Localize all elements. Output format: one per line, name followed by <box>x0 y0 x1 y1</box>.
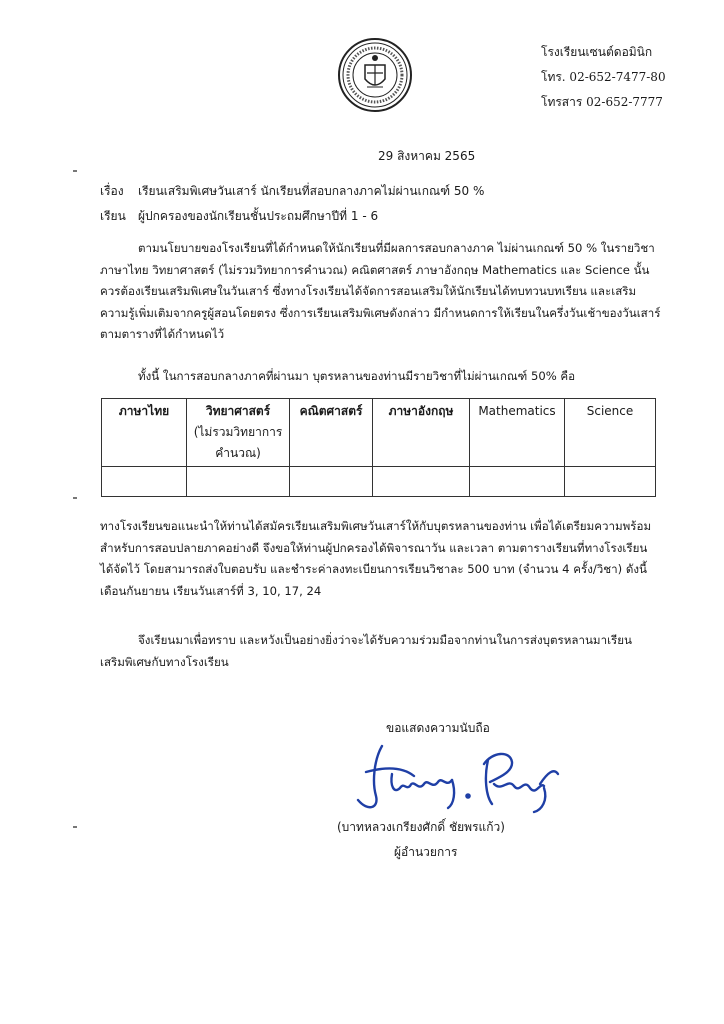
paragraph-line: ได้จัดไว้ โดยสามารถส่งใบตอบรับ และชำระค่าลงทะเบียนการเรียนวิชาละ 500 บาท (จำนวน 4 ครั้ง/วิชา) ดังนี้ <box>100 562 647 576</box>
header-english: ภาษาอังกฤษ <box>373 399 470 467</box>
recipient-line <box>100 207 378 226</box>
paragraph-line: ความรู้เพิ่มเติมจากครูผู้สอนโดยตรง ซึ่งการเรียนเสริมพิเศษดังกล่าว มีกำหนดการให้เรียนในครึ่งวันเช้าของวันเสาร์ <box>100 305 661 320</box>
paragraph-policy <box>100 238 660 346</box>
header-thai: ภาษาไทย <box>102 399 187 467</box>
subject-text: เรียนเสริมพิเศษวันเสาร์ นักเรียนที่สอบกลางภาคไม่ผ่านเกณฑ์ 50 % <box>138 184 485 198</box>
table-header-row <box>102 399 656 467</box>
subject-line <box>100 182 484 201</box>
school-seal-icon <box>337 37 413 113</box>
margin-mark <box>73 826 77 828</box>
recipient-text: ผู้ปกครองของนักเรียนชั้นประถมศึกษาปีที่ 1 - 6 <box>138 209 379 223</box>
closing-phrase: ขอแสดงความนับถือ <box>386 721 490 735</box>
header-science-note: (ไม่รวมวิทยาการ <box>193 425 283 439</box>
header-math-thai: คณิตศาสตร์ <box>290 399 373 467</box>
signer-position: ผู้อำนวยการ <box>394 845 458 859</box>
paragraph-closing <box>100 630 632 673</box>
paragraph-line: ตามนโยบายของโรงเรียนที่ได้กำหนดให้นักเรียนที่มีผลการสอบกลางภาค ไม่ผ่านเกณฑ์ 50 % ในรายวิชา <box>138 241 655 255</box>
paragraph-line: จึงเรียนมาเพื่อทราบ และหวังเป็นอย่างยิ่งว่าจะได้รับความร่วมมือจากท่านในการส่งบุตรหลานมาเรียน <box>138 633 632 647</box>
margin-mark <box>73 170 77 172</box>
header-science-thai <box>187 399 290 467</box>
handwritten-signature-icon <box>352 738 562 818</box>
table-cell <box>290 467 373 497</box>
paragraph-line: สำหรับการสอบปลายภาคอย่างดี จึงขอให้ท่านผู้ปกครองได้พิจารณาวัน และเวลา ตามตารางเรียนที่ทางโรงเรียน <box>100 540 648 555</box>
paragraph-line: เสริมพิเศษกับทางโรงเรียน <box>100 654 229 669</box>
subjects-table <box>101 398 656 497</box>
header-mathematics: Mathematics <box>470 399 565 467</box>
paragraph-line: ทางโรงเรียนขอแนะนำให้ท่านได้สมัครเรียนเสริมพิเศษวันเสาร์ให้กับบุตรหลานของท่าน เพื่อได้เตรียมความพร้อม <box>100 519 652 533</box>
letter-date: 29 สิงหาคม 2565 <box>378 149 476 163</box>
table-cell <box>102 467 187 497</box>
subject-label: เรื่อง <box>100 184 124 198</box>
signer-name: (บาทหลวงเกรียงศักดิ์ ชัยพรแก้ว) <box>337 820 505 834</box>
paragraph-line: ภาษาไทย วิทยาศาสตร์ (ไม่รวมวิทยาการคำนวณ) คณิตศาสตร์ ภาษาอังกฤษ Mathematics และ Science นั้น <box>100 262 650 277</box>
table-cell <box>565 467 656 497</box>
paragraph-recommendation <box>100 516 651 602</box>
header-science-label: วิทยาศาสตร์ <box>205 404 271 418</box>
table-intro <box>100 366 575 388</box>
table-cell <box>187 467 290 497</box>
table-row <box>102 467 656 497</box>
school-phone: โทร. 02-652-7477-80 <box>541 70 666 84</box>
paragraph-line: ตามตารางที่ได้กำหนดไว้ <box>100 327 225 341</box>
paragraph-line: เดือนกันยายน เรียนวันเสาร์ที่ 3, 10, 17, 24 <box>100 583 322 598</box>
school-contact <box>541 40 666 115</box>
header-science-note-2: คำนวณ) <box>215 446 261 460</box>
school-name: โรงเรียนเซนต์ดอมินิก <box>541 45 653 59</box>
school-fax: โทรสาร 02-652-7777 <box>541 95 663 109</box>
recipient-label: เรียน <box>100 209 126 223</box>
table-cell <box>470 467 565 497</box>
margin-mark <box>73 497 77 499</box>
paragraph-line: ควรต้องเรียนเสริมพิเศษในวันเสาร์ ซึ่งทางโรงเรียนได้จัดการสอนเสริมให้นักเรียนได้ทบทวนบทเรียน และเสริม <box>100 284 637 298</box>
table-cell <box>373 467 470 497</box>
table-intro-text: ทั้งนี้ ในการสอบกลางภาคที่ผ่านมา บุตรหลานของท่านมีรายวิชาที่ไม่ผ่านเกณฑ์ 50% คือ <box>138 369 576 383</box>
header-science-en: Science <box>565 399 656 467</box>
